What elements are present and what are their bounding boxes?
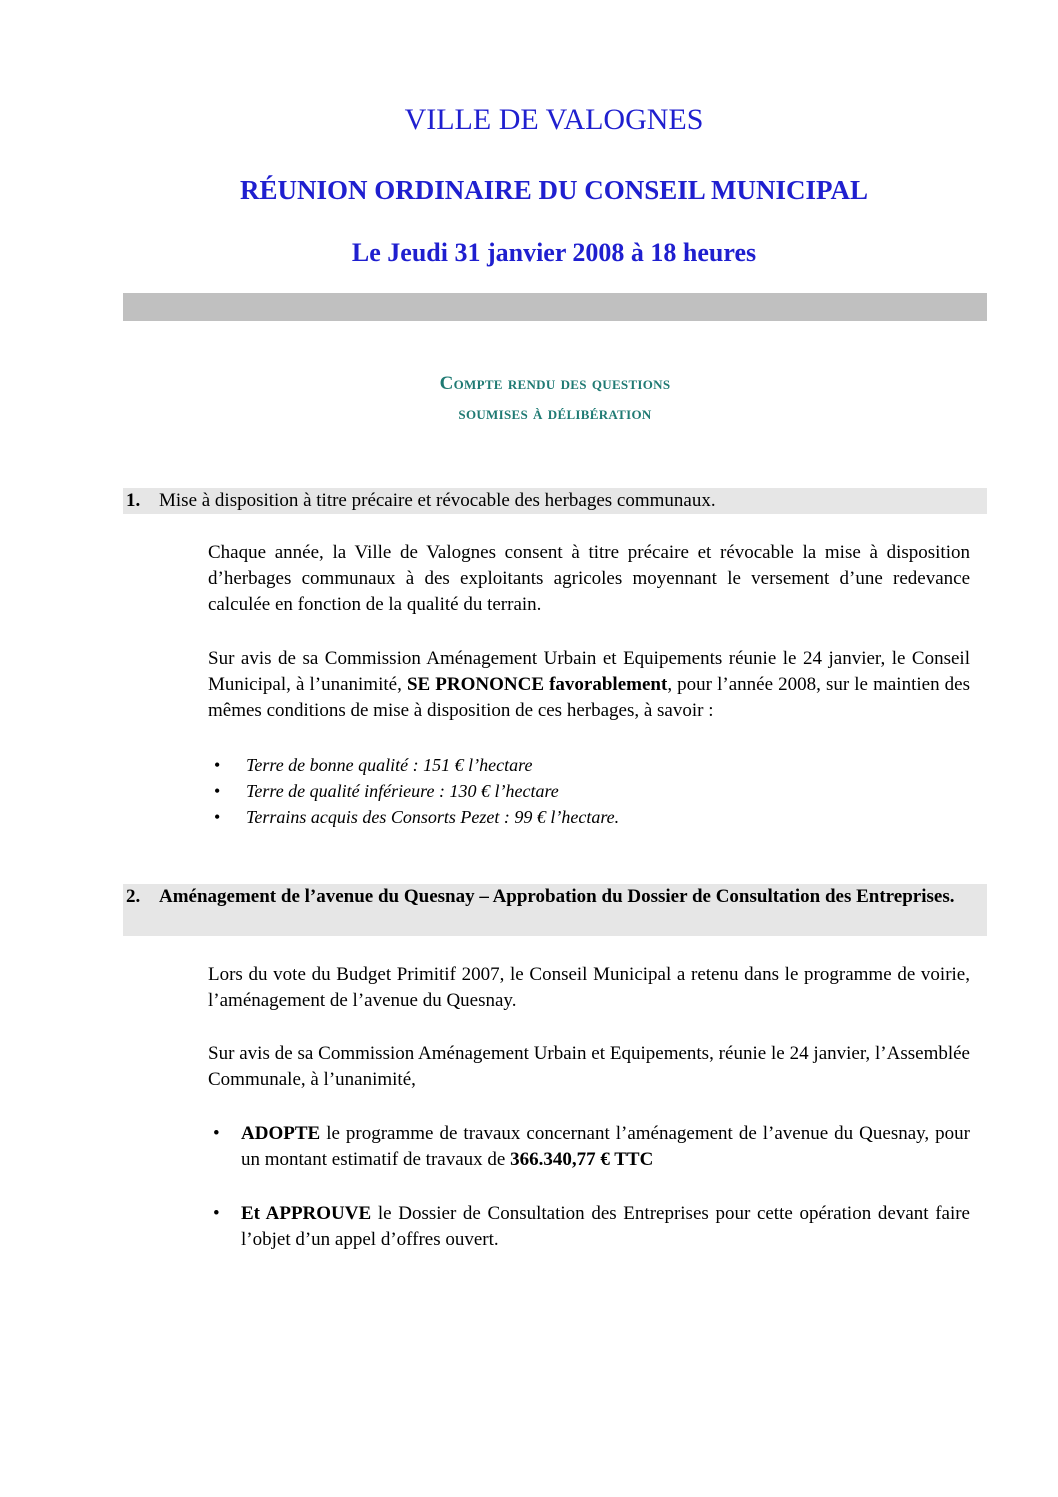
decision-text: SE PRONONCE favorablement [406, 674, 668, 695]
section-2-paragraph-1: Lors du vote du Budget Primitif 2007, le Conseil Municipal a retenu dans le programme de voirie, l’aménagement de l’avenue du Quesnay. [208, 964, 970, 1011]
decision-verb: Et APPROUVE [241, 1203, 372, 1224]
paragraph-text: Sur avis de sa Commission Aménagement Urbain et Equipements réunie le 24 janvier, le Conseil Municipal, à l’unanimité, [208, 648, 970, 695]
bullet-icon: • [214, 755, 221, 775]
section-1-title: Mise à disposition à titre précaire et révocable des herbages communaux. [159, 490, 716, 511]
list-item-text: Terrains acquis des Consorts Pezet : 99 € l’hectare. [246, 807, 620, 827]
section-2-heading [123, 884, 987, 936]
paragraph-text: le Dossier de Consultation des Entreprises pour cette opération devant faire l’objet d’un appel d’offres ouvert. [241, 1203, 970, 1250]
list-item-text: Terre de qualité inférieure : 130 € l’hectare [246, 781, 559, 801]
section-1-heading [123, 488, 987, 514]
separator-bar [123, 293, 987, 321]
list-item [208, 752, 970, 778]
list-item [208, 804, 970, 830]
bullet-icon: • [213, 1203, 220, 1224]
city-title: VILLE DE VALOGNES [404, 103, 704, 136]
decision-item-text [241, 1201, 970, 1253]
paragraph-text: , pour l’année 2008, sur le maintien des mêmes conditions de mise à disposition de ces herbages, à savoir : [208, 674, 971, 721]
paragraph-text: le programme de travaux concernant l’aménagement de l’avenue du Quesnay, pour un montant estimatif de travaux de [241, 1123, 970, 1170]
list-item-text: Terre de bonne qualité : 151 € l’hectare [246, 755, 533, 775]
decision-verb: ADOPTE [241, 1123, 321, 1144]
section-2-title: Aménagement de l’avenue du Quesnay – Approbation du Dossier de Consultation des Entreprises. [159, 886, 955, 907]
section-1-paragraph-2 [208, 646, 970, 724]
amount-text: 366.340,77 € TTC [510, 1149, 654, 1170]
decision-item-text [241, 1121, 970, 1173]
subtitle-line-2: soumises à délibération [458, 403, 652, 424]
subtitle-line-1: Compte rendu des questions [439, 373, 671, 394]
section-2-paragraph-2: Sur avis de sa Commission Aménagement Urbain et Equipements, réunie le 24 janvier, l’Assemblée Communale, à l’unanimité, [208, 1043, 970, 1090]
meeting-title: RÉUNION ORDINAIRE DU CONSEIL MUNICIPAL [239, 175, 869, 205]
list-item [208, 778, 970, 804]
section-2-number: 2. [126, 886, 141, 907]
decision-item-approuve [213, 1201, 970, 1253]
section-1-number: 1. [126, 490, 141, 511]
tariff-list [208, 752, 970, 830]
decision-item-adopte [213, 1121, 970, 1173]
section-1-paragraph-1: Chaque année, la Ville de Valognes consent à titre précaire et révocable la mise à disposition d’herbages communaux à des exploitants agricoles moyennant le versement d’une redevance calculée en fonction de la qualité du terrain. [208, 542, 970, 615]
bullet-icon: • [213, 1123, 220, 1144]
bullet-icon: • [214, 781, 221, 801]
meeting-date: Le Jeudi 31 janvier 2008 à 18 heures [351, 238, 757, 267]
bullet-icon: • [214, 807, 221, 827]
